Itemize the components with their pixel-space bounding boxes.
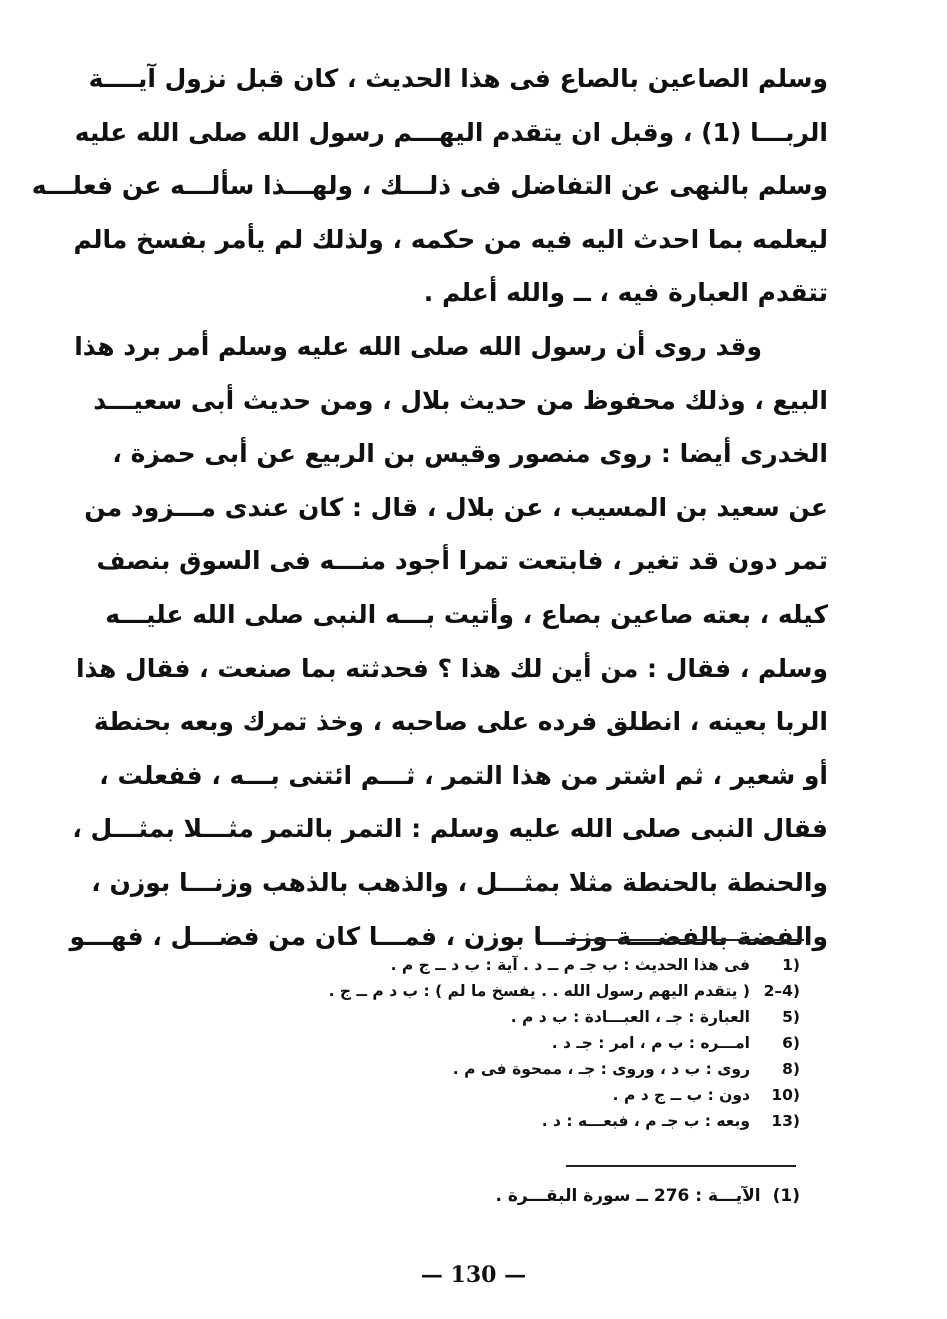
footnote — [300, 1180, 800, 1212]
text-line: أو شعير ، ثم اشتر من هذا التمر ، ثـــم ائتنى بـــه ، ففعلت ، — [99, 760, 828, 790]
variant-notes — [150, 952, 800, 1134]
note-number: 10) — [771, 1086, 800, 1104]
footnote-divider — [566, 1165, 796, 1167]
text-line: الخدرى أيضا : روى منصور وقيس بن الربيع عن أبى حمزة ، — [112, 439, 828, 469]
note-number: 8) — [782, 1060, 800, 1078]
note-item — [150, 1082, 800, 1108]
note-item — [150, 1030, 800, 1056]
note-text: امـــره : ب م ، امر : جـ د . — [551, 1034, 750, 1052]
text-line: وسلم بالنهى عن التفاضل فى ذلـــك ، ولهـــذا سألـــه عن فعلـــه — [31, 171, 828, 201]
page-number: — 130 — — [420, 1262, 527, 1288]
text-line: تمر دون قد تغير ، فابتعت تمرا أجود منـــه فى السوق بنصف — [96, 546, 828, 576]
text-line: الربـــا (1) ، وقبل ان يتقدم اليهـــم رسول الله صلى الله عليه — [74, 117, 828, 147]
main-text — [31, 52, 828, 963]
note-text: دون : ب ــ ج د م . — [612, 1086, 750, 1104]
note-item — [150, 1056, 800, 1082]
footnote-marker: (1) — [772, 1186, 800, 1206]
note-number: 2–4) — [763, 982, 800, 1000]
text-line: وسلم الصاعين بالصاع فى هذا الحديث ، كان قبل نزول آيــــة — [88, 64, 828, 93]
text-line: وسلم ، فقال : من أين لك هذا ؟ فحدثته بما صنعت ، فقال هذا — [75, 653, 828, 683]
text-line: البيع ، وذلك محفوظ من حديث بلال ، ومن حديث أبى سعيـــد — [93, 385, 828, 415]
note-number: 13) — [771, 1112, 800, 1130]
text-line: والفضة بالفضـــة وزنـــا بوزن ، فمـــا كان من فضـــل ، فهـــو — [69, 921, 828, 951]
note-item — [150, 978, 800, 1004]
note-item — [150, 952, 800, 978]
text-line: والحنطة بالحنطة مثلا بمثـــل ، والذهب بالذهب وزنـــا بوزن ، — [91, 867, 828, 897]
note-text: فى هذا الحديث : ب جـ م ــ د . آية : ب د ــ ج م . — [390, 956, 750, 974]
text-line: عن سعيد بن المسيب ، عن بلال ، قال : كان عندى مـــزود من — [84, 492, 828, 522]
text-line: تتقدم العبارة فيه ، ــ والله أعلم . — [423, 278, 828, 308]
note-item — [150, 1004, 800, 1030]
note-text: روى : ب د ، وروى : جـ ، ممحوة فى م . — [452, 1060, 750, 1078]
paragraph-2 — [69, 320, 828, 963]
text-line: فقال النبى صلى الله عليه وسلم : التمر بالتمر مثـــلا بمثـــل ، — [72, 814, 828, 844]
text-line: وقد روى أن رسول الله صلى الله عليه وسلم أمر برد هذا — [74, 331, 762, 361]
paragraph-1 — [31, 52, 828, 320]
note-text: وبعه : ب جـ م ، فبعـــه : د . — [541, 1112, 750, 1130]
note-number: 1) — [782, 956, 800, 974]
note-text: العبارة : جـ ، العبـــادة : ب د م . — [510, 1008, 750, 1026]
text-line: ليعلمه بما احدث اليه فيه من حكمه ، ولذلك لم يأمر بفسخ مالم — [73, 224, 828, 254]
note-text: ( يتقدم اليهم رسول الله . . يفسخ ما لم ) : ب د م ــ ج . — [328, 982, 750, 1000]
footnote-text: الآيـــة : 276 ــ سورة البقـــرة . — [495, 1186, 761, 1206]
note-number: 6) — [782, 1034, 800, 1052]
note-number: 5) — [782, 1008, 800, 1026]
text-line: كيله ، بعته صاعين بصاع ، وأتيت بـــه النبى صلى الله عليـــه — [105, 599, 828, 629]
note-item — [150, 1108, 800, 1134]
notes-divider — [566, 939, 804, 941]
text-line: الربا بعينه ، انطلق فرده على صاحبه ، وخذ تمرك وبعه بحنطة — [93, 707, 828, 737]
